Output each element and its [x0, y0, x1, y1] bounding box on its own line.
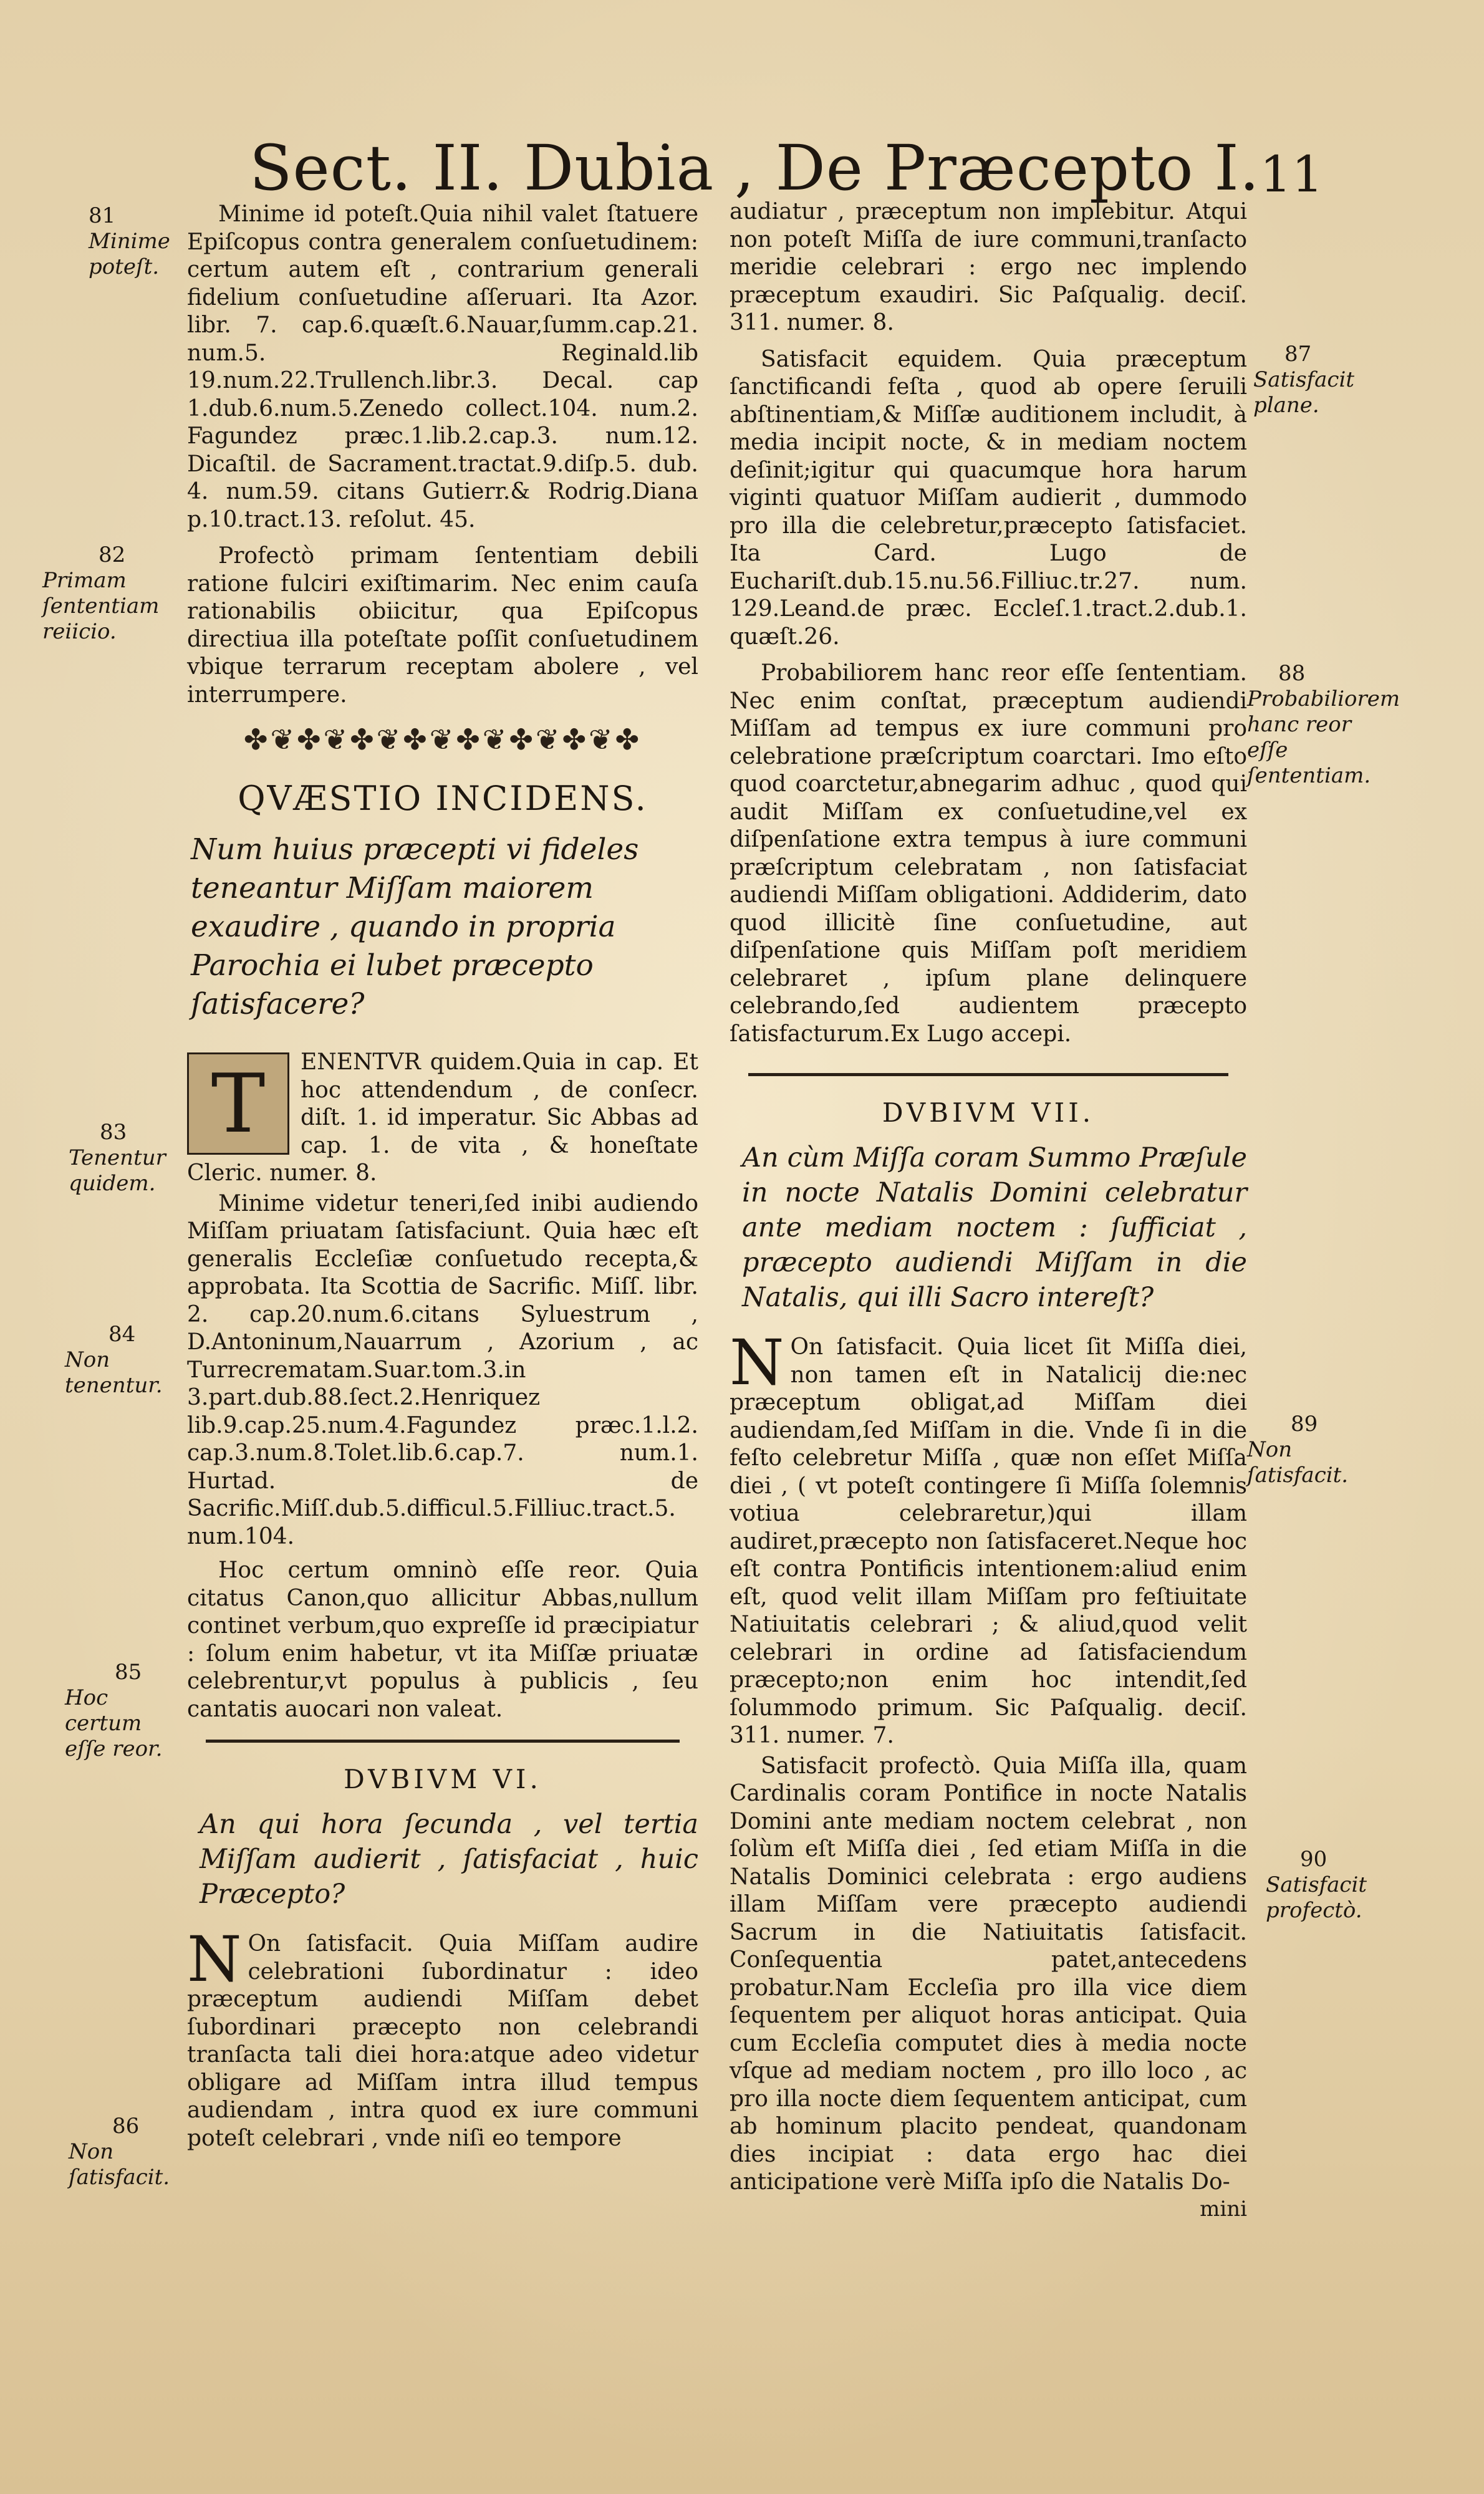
margin-note-85 — [65, 1660, 183, 1762]
margin-note-text: Probabiliorem hanc reor eſſe ſententiam. — [1247, 686, 1400, 788]
margin-note-text: Tenentur quidem. — [69, 1145, 166, 1196]
section-rule — [206, 1740, 680, 1743]
paragraph-83-block — [187, 1049, 698, 1188]
paragraph-81: Minime id poteſt.Quia nihil valet ſtatuere Epiſcopus contra generalem conſuetudinem: certum autem eſt , contrarium generali fidelium conſuetudine aſſeruari. Ita Azor. libr. 7. cap.6.quæſt.6.Nauar,ſumm.cap.21. num.5. Reginald.lib 19.num.22.Trullench.libr.3. Decal. cap 1.dub.6.num.5.Zenedo collect.104. num.2. Fagundez præc.1.lib.2.cap.3. num.12. Dicaſtil. de Sacrament.tractat.9.diſp.5. dub. 4. num.59. citans Gutierr.& Rodrig.Diana p.10.tract.13. reſolut. 45. — [187, 201, 698, 532]
decorated-initial-letter: T — [211, 1056, 266, 1151]
paragraph-84: Minime videtur teneri,ſed inibi audiendo Miſſam priuatam ſatisfaciunt. Quia hæc eſt generalis Eccleſiæ conſuetudo recepta,& approbata. Ita Scottia de Sacrific. Miſſ. libr. 2. cap.20.num.6.citans Syluestrum , D.Antoninum,Nauarrum , Azorium , ac Turrecrematam.Suar.tom.3.in 3.part.dub.88.ſect.2.Henriquez lib.9.cap.25.num.4.Fagundez præc.1.l.2. cap.3.num.8.Tolet.lib.6.cap.7. num.1. Hurtad. de Sacrific.Miſſ.dub.5.difficul.5.Filliuc.tract.5. num.104. — [187, 1190, 698, 1549]
margin-note-text: Satisfacit plane. — [1253, 367, 1354, 418]
margin-note-text: Non ſatisfacit. — [1247, 1437, 1349, 1488]
margin-note-82 — [42, 542, 180, 645]
decorated-initial — [187, 1052, 289, 1155]
margin-note-81 — [89, 203, 182, 280]
margin-note-89 — [1247, 1412, 1359, 1488]
paragraph-86: On ſatisfacit. Quia Miſſam audire celebrationi ſubordinatur : ideo præceptum audiendi Miſſam debet ſubordinari præcepto non celebrandi tranſacta tali diei hora:atque adeo videtur obligare ad Miſſam intra illud tempus audiendam , intra quod ex iure communi poteſt celebrari , vnde niſi eo tempore — [187, 1931, 698, 2151]
ornament-divider: ✤❦✤❦✤❦✤❦✤❦✤❦✤❦✤ — [243, 723, 642, 756]
question-text: Num huius præcepti vi fideles teneantur Miſſam maiorem exaudire , quando in propria Parochia ei lubet præcepto ſatisfacere? — [191, 832, 639, 1021]
margin-note-text: Non ſatisfacit. — [69, 2139, 170, 2190]
margin-note-87 — [1253, 342, 1366, 418]
margin-note-number: 83 — [100, 1120, 127, 1145]
margin-note-88 — [1247, 661, 1400, 789]
margin-note-number: 86 — [112, 2114, 140, 2139]
margin-note-number: 85 — [115, 1660, 142, 1685]
margin-note-number: 89 — [1291, 1412, 1318, 1437]
paragraph-87: Satisfacit equidem. Quia præceptum ſanctificandi feſta , quod ab opere ſeruili abſtinentiam,& Miſſæ auditionem includit, à media incipit nocte, & in mediam noctem deſinit;igitur qui quacumque hora harum viginti quatuor Miſſam audierit , dummodo pro illa die celebretur,præcepto ſatisfaciet. Ita Card. Lugo de Euchariſt.dub.15.nu.56.Filliuc.tr.27. num. 129.Leand.de præc. Eccleſ.1.tract.2.dub.1. quæſt.26. — [730, 346, 1247, 650]
margin-note-number: 84 — [108, 1322, 136, 1347]
dubium-vii-text: An cùm Miſſa coram Summo Præſule in nocte Natalis Domini celebratur ante mediam noctem : ſufficiat , præcepto audiendi Miſſam in die Natalis, qui illi Sacro intereſt? — [742, 1142, 1247, 1313]
section-rule — [748, 1073, 1228, 1076]
margin-note-text: Satisfacit profectò. — [1266, 1872, 1367, 1923]
initial-letter: N — [730, 1326, 784, 1399]
right-column — [730, 198, 1247, 2222]
paragraph-86-continued: audiatur , præceptum non implebitur. Atqui non poteſt Miſſa de iure communi,tranſacto meridie celebrari : ergo nec implendo præceptum exaudiri. Sic Paſqualig. deciſ. 311. numer. 8. — [730, 199, 1247, 335]
margin-note-84 — [65, 1322, 177, 1399]
left-column — [187, 201, 698, 2152]
margin-note-text: Minime poteſt. — [89, 229, 170, 279]
margin-note-number: 87 — [1284, 342, 1312, 367]
margin-note-90 — [1266, 1847, 1372, 1923]
paragraph-82: Profectò primam ſententiam debili ratione fulciri exiſtimarim. Nec enim cauſa rationabilis obiicitur, qua Epiſcopus directiua illa poteſtate poſſit conſuetudinem vbique terrarum receptam abolere , vel interrumpere. — [187, 543, 698, 708]
margin-note-number: 90 — [1300, 1847, 1327, 1872]
running-header — [249, 118, 1324, 205]
dubium-vi-text: An qui hora ſecunda , vel tertia Miſſam audierit , ſatisfaciat , huic Præcepto? — [200, 1809, 698, 1910]
page-number: 11 — [1260, 145, 1324, 203]
paragraph-86-block — [187, 1923, 698, 2152]
initial-letter: N — [187, 1923, 242, 1996]
question-title: QVÆSTIO INCIDENS. — [238, 779, 648, 818]
catchword: mini — [1200, 2196, 1247, 2222]
margin-note-83 — [69, 1120, 181, 1196]
paragraph-83: ENENTVR quidem.Quia in cap. Et hoc attendendum , de conſecr. diſt. 1. id imperatur. Sic Abbas ad cap. 1. de vita , & honeſtate Cleric. numer. 8. — [187, 1049, 698, 1186]
margin-note-text: Non tenentur. — [65, 1347, 163, 1398]
paragraph-85: Hoc certum omninò eſſe reor. Quia citatus Canon,quo allicitur Abbas,nullum continet verbum,quo expreſſe id præcipiatur : ſolum enim habetur, vt ita Miſſæ priuatæ celebrentur,vt populus à publicis , ſeu cantatis auocari non valeat. — [187, 1558, 698, 1722]
margin-note-number: 82 — [99, 542, 126, 567]
margin-note-86 — [69, 2114, 187, 2190]
page-title: Sect. II. Dubia , De Præcepto I. — [249, 132, 1260, 205]
margin-note-number: 81 — [89, 203, 116, 228]
paragraph-90: Satisfacit profectò. Quia Miſſa illa, quam Cardinalis coram Pontifice in nocte Natalis Domini ante mediam noctem celebrat , non ſolùm eſt Miſſa diei , ſed etiam Miſſa in die Natalis Dominici celebrata : ergo audiens illam Miſſam vere præcepto audiendi Sacrum in die Natiuitatis ſatisfacit. Conſequentia patet,antecedens probatur.Nam Eccleſia pro illa vice diem ſequentem per aliquot horas anticipat. Quia cum Eccleſia computet dies à media nocte vſque ad mediam noctem , pro illo loco , ac pro illa nocte diem ſequentem anticipat, cum ab hominum placito pendeat, quandonam dies incipiat : data ergo hac diei anticipatione verè Miſſa ipſo die Natalis Do- — [730, 1753, 1247, 2195]
paragraph-88: Probabiliorem hanc reor eſſe ſententiam. Nec enim conſtat, præceptum audiendi Miſſam ad tempus ex iure communi pro celebratione præſcriptum coarctari. Imo eſto quod coarctetur,abnegarim adhuc , quod qui audit Miſſam ex conſuetudine,vel ex diſpenſatione extra tempus à iure communi præſcriptum celebratam , non ſatisfaciat audiendi Miſſam obligationi. Addiderim, dato quod illicitè ſine conſuetudine, aut diſpenſatione quis Miſſam poſt meridiem celebraret , ipſum plane delinquere celebrando,ſed audientem præcepto ſatisfacturum.Ex Lugo accepi. — [730, 660, 1247, 1047]
paragraph-89: On ſatisfacit. Quia licet ſit Miſſa diei, non tamen eſt in Natalicij die:nec præceptum obligat,ad Miſſam diei audiendam,ſed Miſſam in die. Vnde ſi in die feſto celebretur Miſſa , quæ non eſſet Miſſa diei , ( vt poteſt contingere ſi Miſſa ſolemnis votiua celebraretur,)qui illam audiret,præcepto non ſatisfaceret.Neque hoc eſt contra Pontificis intentionem:aliud enim eſt, quod velit illam Miſſam pro feſtiuitate Natiuitatis celebrari ; & aliud,quod velit celebrari in ordine ad ſatisfaciendum præcepto;non enim hoc intendit,ſed ſolummodo primum. Sic Paſqualig. deciſ. 311. numer. 7. — [730, 1334, 1247, 1748]
paragraph-89-block — [730, 1326, 1247, 1750]
dubium-vii-title: DVBIVM VII. — [882, 1097, 1095, 1128]
margin-note-text: Primam ſententiam reiicio. — [42, 568, 160, 644]
margin-note-number: 88 — [1278, 661, 1306, 686]
dubium-vi-title: DVBIVM VI. — [344, 1764, 542, 1794]
margin-note-text: Hoc certum eſſe reor. — [65, 1685, 163, 1761]
